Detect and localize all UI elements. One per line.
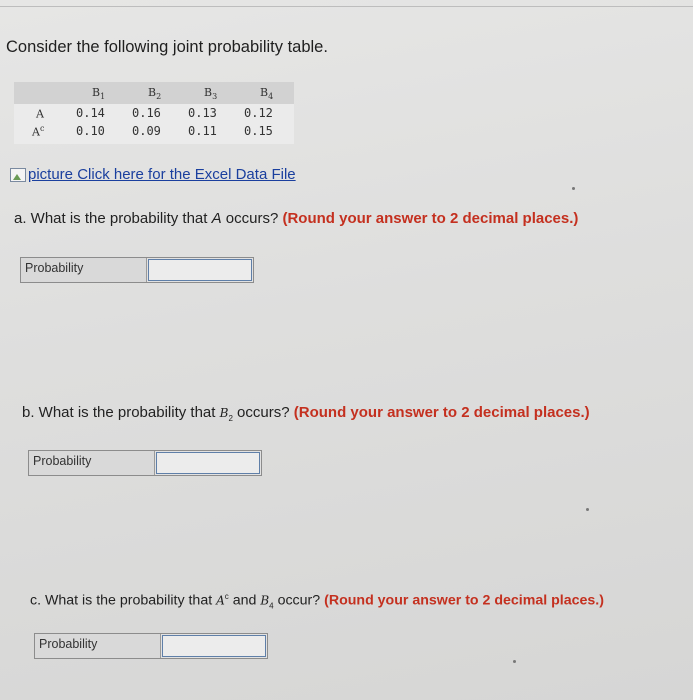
col-header-b3: $B_3$: [204, 86, 218, 102]
answer-row-a: [20, 257, 254, 283]
rounding-instruction: (Round your answer to 2 decimal places.): [282, 210, 579, 227]
screen-speck: [572, 187, 575, 190]
answer-row-b: [28, 450, 262, 476]
table-cell: 0.09: [132, 124, 161, 138]
table-cell: 0.13: [188, 106, 217, 120]
answer-label: Probability: [29, 451, 155, 475]
question-b: b. What is the probability that $B_2$ occurs? (Round your answer to 2 decimal places.): [22, 404, 590, 423]
question-a: a. What is the probability that A occurs? (Round your answer to 2 decimal places.): [14, 210, 579, 227]
excel-data-link[interactable]: [10, 166, 296, 183]
table-cell: 0.12: [244, 106, 273, 120]
answer-row-c: [34, 633, 268, 659]
rounding-instruction: (Round your answer to 2 decimal places.): [293, 404, 590, 421]
probability-input-b[interactable]: [156, 452, 260, 474]
rounding-instruction: (Round your answer to 2 decimal places.): [324, 592, 604, 609]
problem-intro: Consider the following joint probability table.: [6, 38, 328, 56]
answer-label: Probability: [35, 634, 161, 658]
picture-icon: [10, 168, 26, 182]
top-divider: [0, 6, 693, 7]
table-cell: 0.16: [132, 106, 161, 120]
col-header-b1: $B_1$: [92, 86, 106, 102]
answer-label: Probability: [21, 258, 147, 282]
table-cell: 0.15: [244, 124, 273, 138]
table-cell: 0.14: [76, 106, 105, 120]
joint-probability-table: [14, 82, 294, 144]
screen-speck: [586, 508, 589, 511]
col-header-b2: $B_2$: [148, 86, 162, 102]
row-label-a-complement: $A^c$: [32, 124, 45, 139]
screen-speck: [513, 660, 516, 663]
table-cell: 0.11: [188, 124, 217, 138]
question-c: c. What is the probability that $A^c$ and $B_4$ occur? (Round your answer to 2 decimal places.): [30, 592, 604, 611]
probability-input-c[interactable]: [162, 635, 266, 657]
row-label-a: A: [36, 107, 44, 121]
table-cell: 0.10: [76, 124, 105, 138]
picture-alt-text: picture: [28, 166, 74, 183]
col-header-b4: $B_4$: [260, 86, 274, 102]
excel-link-text: Click here for the Excel Data File: [77, 166, 296, 183]
probability-input-a[interactable]: [148, 259, 252, 281]
